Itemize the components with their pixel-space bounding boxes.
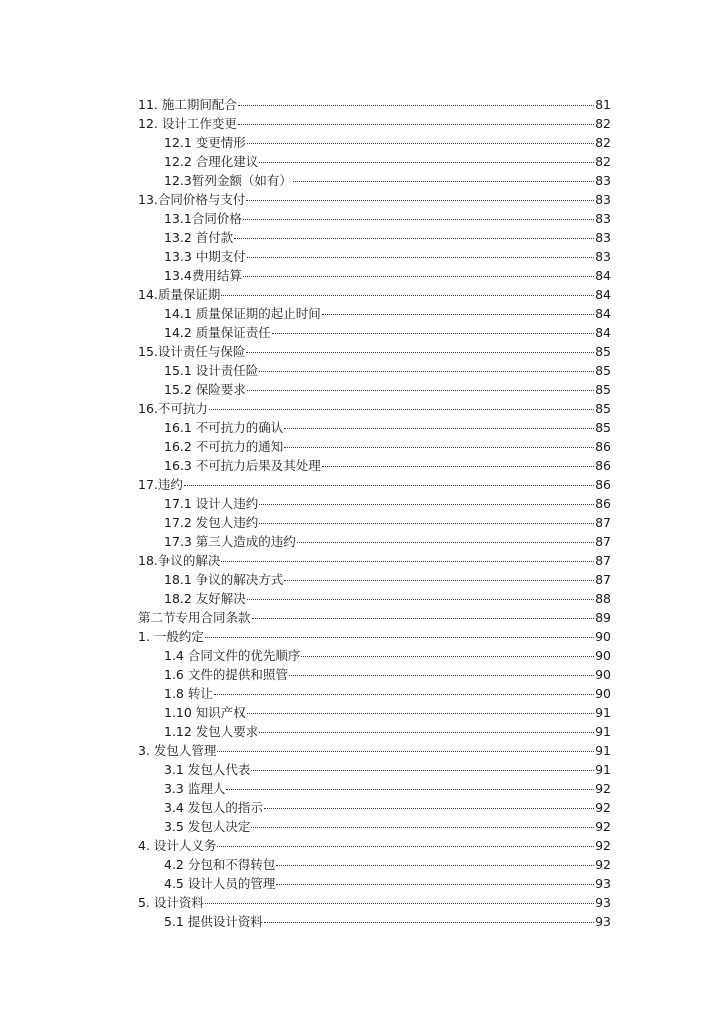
toc-entry-title: 3.4 发包人的指示 — [164, 800, 263, 815]
toc-entry[interactable] — [138, 399, 611, 418]
toc-entry-page-number: 90 — [595, 686, 611, 701]
toc-entry-page-number: 86 — [595, 439, 611, 454]
toc-entry-page-number: 93 — [595, 876, 611, 891]
toc-dot-leader — [217, 750, 594, 752]
toc-entry[interactable] — [138, 209, 611, 228]
toc-entry[interactable] — [138, 703, 611, 722]
toc-dot-leader — [184, 484, 594, 486]
toc-entry[interactable] — [138, 285, 611, 304]
toc-entry[interactable] — [138, 342, 611, 361]
toc-entry-page-number: 92 — [595, 781, 611, 796]
toc-entry-title: 1. 一般约定 — [138, 629, 204, 644]
toc-entry-title: 15.设计责任与保险 — [138, 344, 246, 359]
toc-entry-page-number: 82 — [595, 116, 611, 131]
toc-dot-leader — [297, 541, 594, 543]
toc-entry-title: 3.3 监理人 — [164, 781, 226, 796]
toc-entry-page-number: 88 — [595, 591, 611, 606]
toc-dot-leader — [276, 883, 594, 885]
toc-dot-leader — [284, 427, 594, 429]
toc-entry-title: 14.1 质量保证期的起止时间 — [164, 306, 321, 321]
toc-entry[interactable] — [138, 608, 611, 627]
toc-entry-title: 4.2 分包和不得转包 — [164, 857, 276, 872]
toc-entry-page-number: 85 — [595, 344, 611, 359]
toc-dot-leader — [251, 769, 594, 771]
toc-entry-title: 17.1 设计人违约 — [164, 496, 259, 511]
toc-entry-page-number: 85 — [595, 420, 611, 435]
toc-entry-title: 3.5 发包人决定 — [164, 819, 251, 834]
toc-entry[interactable] — [138, 570, 611, 589]
toc-entry[interactable] — [138, 836, 611, 855]
toc-entry[interactable] — [138, 874, 611, 893]
toc-dot-leader — [243, 218, 594, 220]
toc-entry-title: 3.1 发包人代表 — [164, 762, 251, 777]
toc-dot-leader — [209, 408, 594, 410]
toc-dot-leader — [247, 712, 594, 714]
toc-entry-title: 18.1 争议的解决方式 — [164, 572, 284, 587]
toc-entry[interactable] — [138, 513, 611, 532]
toc-entry-page-number: 92 — [595, 838, 611, 853]
toc-entry-title: 16.1 不可抗力的确认 — [164, 420, 284, 435]
toc-entry[interactable] — [138, 798, 611, 817]
toc-entry[interactable] — [138, 247, 611, 266]
toc-dot-leader — [243, 275, 594, 277]
toc-entry-page-number: 87 — [595, 553, 611, 568]
toc-dot-leader — [247, 389, 594, 391]
toc-entry[interactable] — [138, 437, 611, 456]
toc-entry-page-number: 92 — [595, 800, 611, 815]
toc-entry[interactable] — [138, 912, 611, 931]
toc-dot-leader — [205, 636, 594, 638]
toc-entry[interactable] — [138, 456, 611, 475]
toc-dot-leader — [252, 617, 594, 619]
toc-entry-page-number: 90 — [595, 629, 611, 644]
toc-entry-title: 3. 发包人管理 — [138, 743, 217, 758]
toc-entry-title: 15.1 设计责任险 — [164, 363, 259, 378]
toc-entry-title: 12.3暂列金额（如有） — [164, 173, 292, 188]
toc-entry[interactable] — [138, 722, 611, 741]
toc-entry-title: 1.10 知识产权 — [164, 705, 246, 720]
toc-entry-page-number: 91 — [595, 705, 611, 720]
toc-entry-page-number: 84 — [595, 306, 611, 321]
toc-entry[interactable] — [138, 817, 611, 836]
table-of-contents — [138, 95, 611, 931]
toc-entry[interactable] — [138, 171, 611, 190]
toc-entry-page-number: 82 — [595, 154, 611, 169]
toc-entry-title: 1.12 发包人要求 — [164, 724, 259, 739]
toc-entry[interactable] — [138, 779, 611, 798]
toc-entry[interactable] — [138, 589, 611, 608]
toc-dot-leader — [322, 465, 594, 467]
toc-entry[interactable] — [138, 380, 611, 399]
toc-entry[interactable] — [138, 627, 611, 646]
toc-entry[interactable] — [138, 646, 611, 665]
toc-entry-title: 4. 设计人义务 — [138, 838, 217, 853]
toc-dot-leader — [234, 237, 594, 239]
toc-entry-page-number: 86 — [595, 458, 611, 473]
toc-entry[interactable] — [138, 532, 611, 551]
toc-entry[interactable] — [138, 133, 611, 152]
toc-entry-page-number: 89 — [595, 610, 611, 625]
toc-dot-leader — [289, 674, 594, 676]
toc-entry[interactable] — [138, 741, 611, 760]
toc-dot-leader — [238, 123, 594, 125]
toc-entry[interactable] — [138, 323, 611, 342]
toc-entry[interactable] — [138, 114, 611, 133]
toc-dot-leader — [272, 332, 594, 334]
toc-entry-title: 14.质量保证期 — [138, 287, 221, 302]
toc-dot-leader — [238, 104, 594, 106]
toc-dot-leader — [247, 142, 594, 144]
toc-entry-page-number: 92 — [595, 819, 611, 834]
toc-dot-leader — [246, 351, 594, 353]
toc-dot-leader — [322, 313, 594, 315]
toc-dot-leader — [264, 921, 594, 923]
toc-dot-leader — [264, 807, 594, 809]
toc-entry-page-number: 83 — [595, 173, 611, 188]
toc-entry-page-number: 86 — [595, 496, 611, 511]
toc-entry-page-number: 91 — [595, 743, 611, 758]
toc-entry-page-number: 90 — [595, 667, 611, 682]
toc-dot-leader — [205, 902, 594, 904]
toc-entry-title: 13.1合同价格 — [164, 211, 242, 226]
toc-entry-title: 1.6 文件的提供和照管 — [164, 667, 288, 682]
toc-dot-leader — [284, 446, 594, 448]
toc-entry-title: 13.3 中期支付 — [164, 249, 246, 264]
toc-entry[interactable] — [138, 228, 611, 247]
toc-entry-title: 18.2 友好解决 — [164, 591, 246, 606]
toc-entry-page-number: 92 — [595, 857, 611, 872]
toc-entry-page-number: 85 — [595, 382, 611, 397]
toc-entry[interactable] — [138, 684, 611, 703]
toc-entry-title: 第二节专用合同条款 — [138, 610, 251, 625]
toc-entry-title: 1.4 合同文件的优先顺序 — [164, 648, 301, 663]
toc-entry-page-number: 87 — [595, 534, 611, 549]
toc-entry-title: 12.2 合理化建议 — [164, 154, 259, 169]
toc-dot-leader — [276, 864, 594, 866]
toc-entry[interactable] — [138, 266, 611, 285]
toc-entry-page-number: 85 — [595, 363, 611, 378]
toc-entry[interactable] — [138, 760, 611, 779]
toc-entry-page-number: 91 — [595, 762, 611, 777]
toc-entry[interactable] — [138, 475, 611, 494]
toc-entry-title: 16.2 不可抗力的通知 — [164, 439, 284, 454]
toc-entry-page-number: 90 — [595, 648, 611, 663]
toc-entry-title: 18.争议的解决 — [138, 553, 221, 568]
toc-entry-title: 17.违约 — [138, 477, 183, 492]
toc-entry[interactable] — [138, 95, 611, 114]
toc-entry-title: 5. 设计资料 — [138, 895, 204, 910]
toc-entry-page-number: 91 — [595, 724, 611, 739]
toc-entry-title: 13.4费用结算 — [164, 268, 242, 283]
toc-entry-title: 12. 设计工作变更 — [138, 116, 237, 131]
toc-entry-page-number: 86 — [595, 477, 611, 492]
toc-dot-leader — [259, 370, 594, 372]
toc-dot-leader — [226, 788, 594, 790]
toc-entry-title: 13.合同价格与支付 — [138, 192, 246, 207]
toc-entry-page-number: 87 — [595, 572, 611, 587]
toc-dot-leader — [214, 693, 594, 695]
toc-entry-title: 16.3 不可抗力后果及其处理 — [164, 458, 321, 473]
toc-entry-page-number: 83 — [595, 230, 611, 245]
toc-entry[interactable] — [138, 551, 611, 570]
toc-dot-leader — [221, 560, 594, 562]
toc-entry-page-number: 85 — [595, 401, 611, 416]
toc-entry-page-number: 84 — [595, 287, 611, 302]
toc-dot-leader — [221, 294, 594, 296]
toc-entry-page-number: 93 — [595, 895, 611, 910]
toc-entry-title: 17.2 发包人违约 — [164, 515, 259, 530]
toc-entry[interactable] — [138, 418, 611, 437]
toc-entry[interactable] — [138, 494, 611, 513]
toc-entry[interactable] — [138, 855, 611, 874]
toc-entry[interactable] — [138, 665, 611, 684]
toc-entry-title: 11. 施工期间配合 — [138, 97, 237, 112]
toc-entry-title: 16.不可抗力 — [138, 401, 208, 416]
toc-entry-page-number: 83 — [595, 249, 611, 264]
toc-entry-page-number: 83 — [595, 192, 611, 207]
toc-dot-leader — [293, 180, 594, 182]
toc-entry[interactable] — [138, 190, 611, 209]
toc-entry[interactable] — [138, 893, 611, 912]
toc-dot-leader — [247, 256, 594, 258]
toc-dot-leader — [247, 598, 594, 600]
toc-entry-page-number: 81 — [595, 97, 611, 112]
toc-dot-leader — [259, 161, 594, 163]
toc-entry-page-number: 93 — [595, 914, 611, 929]
toc-entry-title: 17.3 第三人造成的违约 — [164, 534, 296, 549]
toc-dot-leader — [259, 503, 594, 505]
toc-entry[interactable] — [138, 361, 611, 380]
toc-entry-page-number: 84 — [595, 325, 611, 340]
toc-entry-page-number: 84 — [595, 268, 611, 283]
toc-entry-title: 15.2 保险要求 — [164, 382, 246, 397]
toc-entry-title: 14.2 质量保证责任 — [164, 325, 271, 340]
toc-entry-page-number: 83 — [595, 211, 611, 226]
toc-dot-leader — [259, 522, 594, 524]
toc-dot-leader — [217, 845, 594, 847]
toc-entry-title: 1.8 转让 — [164, 686, 213, 701]
toc-entry-page-number: 87 — [595, 515, 611, 530]
toc-dot-leader — [246, 199, 594, 201]
toc-dot-leader — [301, 655, 594, 657]
toc-entry[interactable] — [138, 152, 611, 171]
toc-entry-title: 12.1 变更情形 — [164, 135, 246, 150]
toc-entry-title: 4.5 设计人员的管理 — [164, 876, 276, 891]
toc-dot-leader — [251, 826, 594, 828]
toc-dot-leader — [259, 731, 594, 733]
toc-entry[interactable] — [138, 304, 611, 323]
toc-entry-page-number: 82 — [595, 135, 611, 150]
toc-dot-leader — [284, 579, 594, 581]
toc-entry-title: 13.2 首付款 — [164, 230, 234, 245]
toc-entry-title: 5.1 提供设计资料 — [164, 914, 263, 929]
